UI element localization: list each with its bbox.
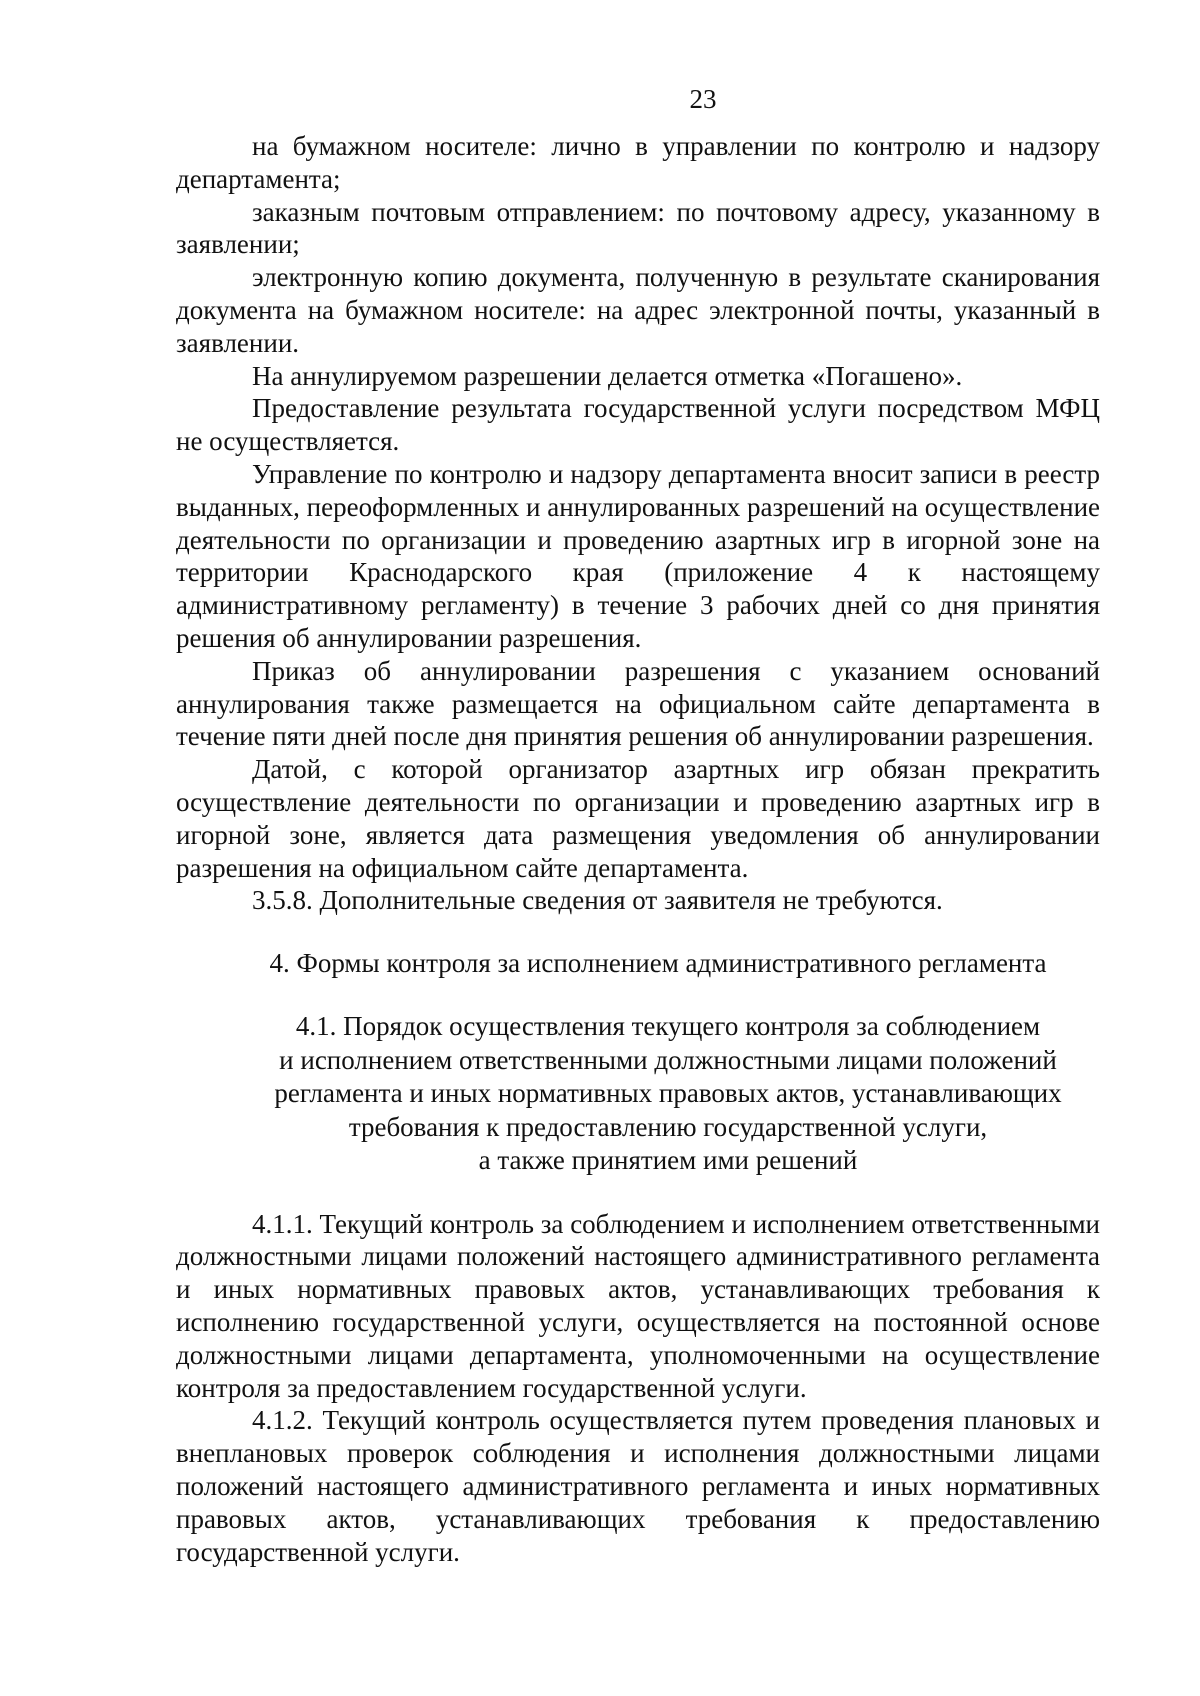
subsection-title-line: регламента и иных нормативных правовых актов, устанавливающих	[274, 1078, 1062, 1109]
subsection-title-line: а также принятием ими решений	[478, 1145, 858, 1176]
paragraph: 4.1.1. Текущий контроль за соблюдением и исполнением ответственными должностными лицами положений настоящего административного регламента и иных нормативных правовых актов, устанавливающих требования к исполнению государственной услуги, осуществляется на постоянной основе должностными лицами департамента, уполномоченными на осуществление контроля за предоставлением государственной услуги.	[176, 1208, 1100, 1403]
paragraph: На аннулируемом разрешении делается отметка «Погашено».	[252, 360, 963, 391]
section-title: 4. Формы контроля за исполнением административного регламента	[269, 948, 1047, 979]
subsection-title-line: требования к предоставлению государственной услуги,	[348, 1111, 988, 1142]
subsection-title	[176, 1010, 1100, 1178]
paragraph: заказным почтовым отправлением: по почтовому адресу, указанному в заявлении;	[176, 196, 1100, 260]
paragraph: на бумажном носителе: лично в управлении по контролю и надзору департамента;	[176, 131, 1100, 194]
paragraph: 3.5.8. Дополнительные сведения от заявителя не требуются.	[252, 885, 943, 916]
paragraph: 4.1.2. Текущий контроль осуществляется путем проведения плановых и внеплановых проверок соблюдения и исполнения должностными лицами положений настоящего административного регламента и иных нормативных правовых актов, устанавливающих требования к предоставлению государственной услуги.	[176, 1405, 1100, 1567]
subsection-title-line: 4.1. Порядок осуществления текущего контроля за соблюдением	[295, 1011, 1041, 1042]
paragraph: Приказ об аннулировании разрешения с указанием оснований аннулирования также размещается на официальном сайте департамента в течение пяти дней после дня принятия решения об аннулировании разрешения.	[176, 655, 1100, 752]
page-number: 23	[689, 84, 717, 114]
paragraph: Датой, с которой организатор азартных игр обязан прекратить осуществление деятельности по организации и проведению азартных игр в игорной зоне, является дата размещения уведомления об аннулировании разрешения на официальном сайте департамента.	[176, 754, 1100, 883]
paragraph: Управление по контролю и надзору департамента вносит записи в реестр выданных, переоформленных и аннулированных разрешений на осуществление деятельности по организации и проведению азартных игр в игорной зоне на территории Краснодарского края (приложение 4 к настоящему административному регламенту) в течение 3 рабочих дней со дня принятия решения об аннулировании разрешения.	[176, 458, 1100, 653]
paragraph: Предоставление результата государственной услуги посредством МФЦ не осуществляется.	[176, 393, 1100, 457]
paragraph: электронную копию документа, полученную в результате сканирования документа на бумажном носителе: на адрес электронной почты, указанный в заявлении.	[176, 262, 1100, 358]
subsection-title-line: и исполнением ответственными должностными лицами положений	[279, 1044, 1057, 1075]
